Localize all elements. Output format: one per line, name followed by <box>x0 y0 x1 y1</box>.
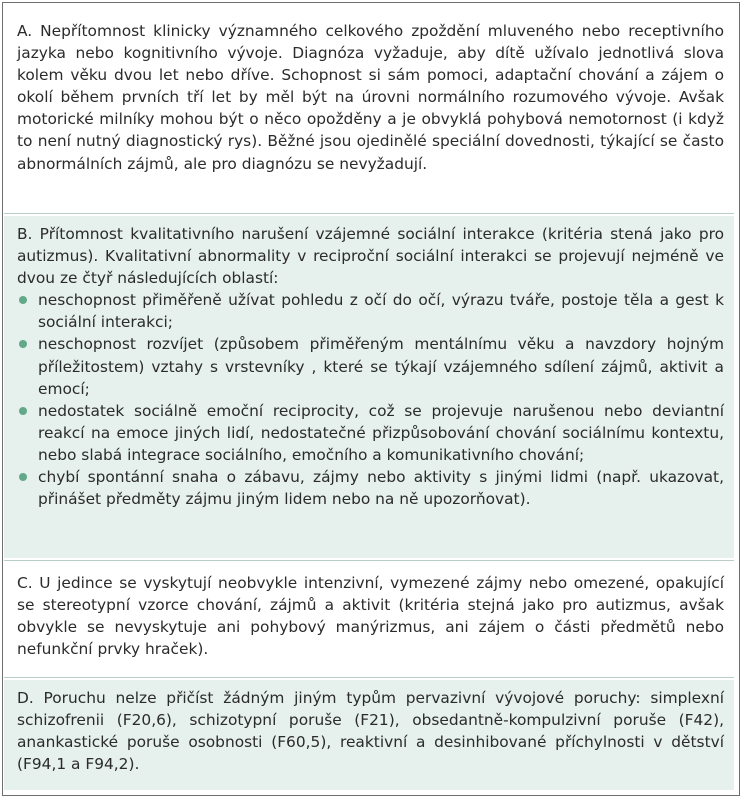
criterion-b-list-item <box>17 400 724 466</box>
bullet-dot-icon <box>19 296 27 304</box>
criterion-b-item-text: neschopnost přiměřeně užívat pohledu z očí do očí, výrazu tváře, postoje těla a gest k sociální interakci; <box>38 291 724 332</box>
section-divider <box>4 213 734 214</box>
criterion-c-section <box>4 563 734 675</box>
bullet-dot-icon <box>19 407 27 415</box>
section-divider <box>4 560 734 561</box>
criterion-d-text: D. Poruchu nelze přičíst žádným jiným typům pervazivní vývojové poruchy: simplexní schizofrenii (F20,6), schizotypní poruše (F21), obsedantně-kompulzivní poruše (F42), anankastické poruše osobnosti (F60,5), reaktivní a desinhibované příchylnosti v dětství (F94,1 a F94,2). <box>17 689 724 774</box>
criterion-b-intro: B. Přítomnost kvalitativního narušení vzájemné sociální interakce (kritéria stená jako pro autizmus). Kvalitativní abnormality v reciproční sociální interakci se projevují nejméně ve dvou ze čtyř následujících oblastí: <box>17 225 724 288</box>
criterion-b-section <box>4 216 734 558</box>
criterion-c-text: C. U jedince se vyskytují neobvykle intenzivní, vymezené zájmy nebo omezené, opakující se stereotypní vzorce chování, zájmů a aktivit (kritéria stejná jako pro autizmus, avšak obvykle se nevyskytuje ani pohybový manýrizmus, ani zájem o části předmětů nebo nefunkční prvky hraček). <box>17 574 724 659</box>
criterion-b-item-text: neschopnost rozvíjet (způsobem přiměřeným mentálnímu věku a navzdory hojným příležitostem) vztahy s vrstevníky , které se týkají vzájemného sdílení zájmů, aktivit a emocí; <box>38 335 724 398</box>
section-divider <box>4 677 734 678</box>
bullet-dot-icon <box>19 340 27 348</box>
criterion-a-text: A. Nepřítomnost klinicky významného celkového zpoždění mluveného nebo receptivního jazyka nebo kognitivního vývoje. Diagnóza vyžaduje, aby dítě užívalo jednotlivá slova kolem věku dvou let nebo dříve. Schopnost si sám pomoci, adaptační chování a zájem o okolí během prvních tří let by měl být na úrovni normálního rozumového vývoje. Avšak motorické milníky mohou být o něco opožděny a je obvyklá pohybová nemotornost (i když to není nutný diagnostický rys). Běžné jsou ojedinělé speciální dovednosti, týkající se často abnormálních zájmů, ale pro diagnózu se nevyžadují. <box>17 22 724 173</box>
criterion-b-list <box>17 289 724 510</box>
criterion-a-section <box>4 11 734 211</box>
criterion-b-list-item <box>17 466 724 510</box>
criterion-b-item-text: chybí spontánní snaha o zábavu, zájmy nebo aktivity s jinými lidmi (např. ukazovat, přinášet předměty zájmu jiným lidem nebo na ně upozorňovat). <box>38 468 724 509</box>
criterion-b-item-text: nedostatek sociálně emoční reciprocity, což se projevuje narušenou nebo deviantní reakcí na emoce jiných lidí, nedostatečné přizpůsobování chování sociálnímu kontextu, nebo slabá integrace sociálního, emočního a komunikativního chování; <box>38 401 724 464</box>
bullet-dot-icon <box>19 473 27 481</box>
criterion-b-list-item <box>17 289 724 333</box>
criterion-d-section <box>4 680 734 790</box>
criterion-b-list-item <box>17 333 724 399</box>
